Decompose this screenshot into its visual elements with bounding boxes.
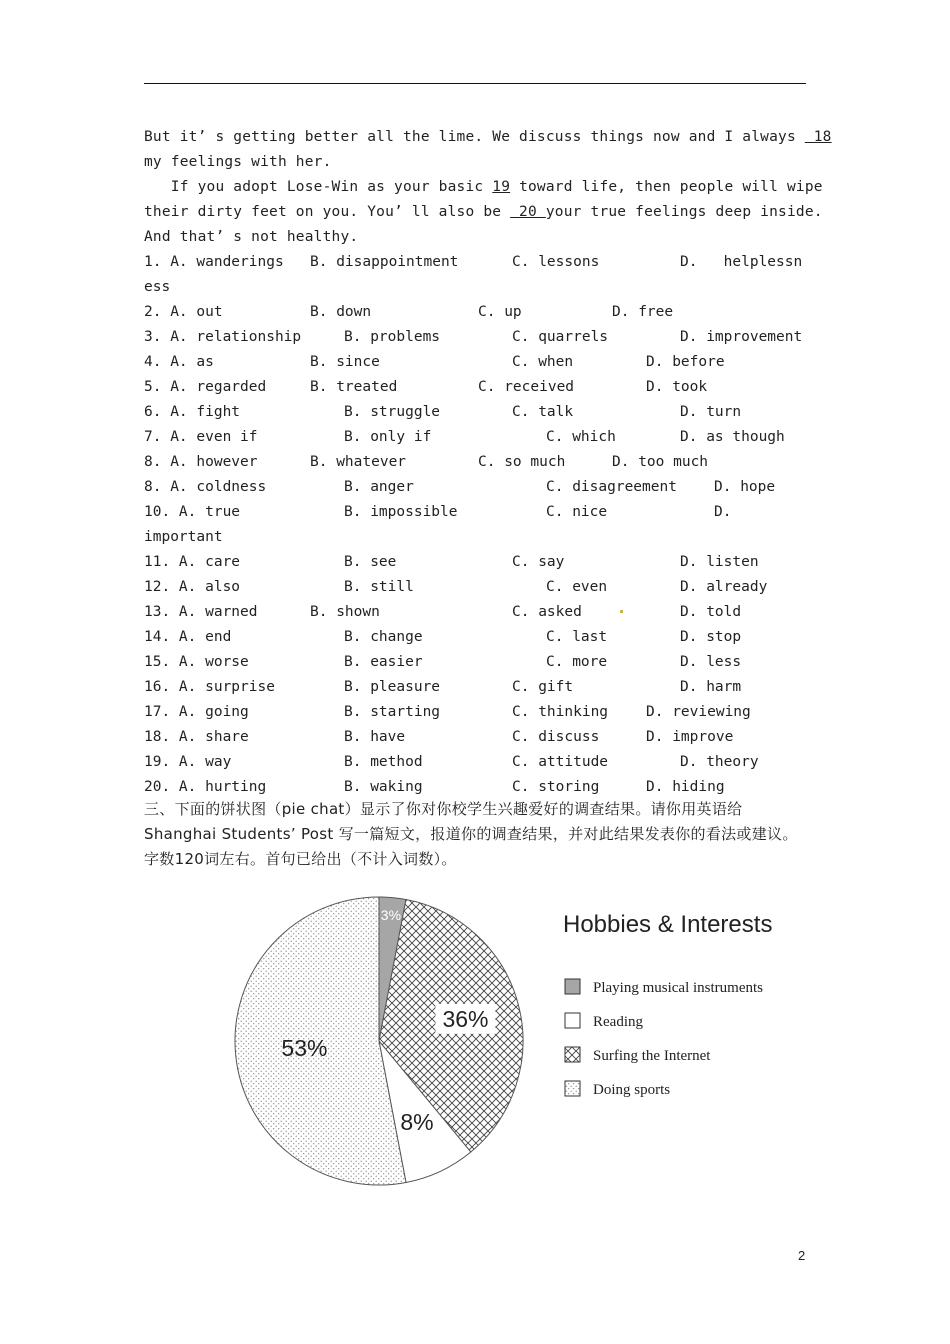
option-b: B. waking	[344, 779, 423, 795]
page-number: 2	[798, 1248, 806, 1263]
option-a: 8. A. coldness	[144, 479, 267, 495]
option-b: B. change	[344, 629, 423, 645]
slice-label: 36%	[442, 1005, 489, 1032]
option-d: D. took	[646, 379, 708, 395]
chart-title: Hobbies & Interests	[563, 911, 773, 938]
option-a: 5. A. regarded	[144, 379, 267, 395]
option-a: 13. A. warned	[144, 604, 258, 620]
option-c: C. say	[512, 554, 565, 570]
option-a: 14. A. end	[144, 629, 232, 645]
option-d: D. stop	[680, 629, 742, 645]
option-b: B. easier	[344, 654, 423, 670]
option-a: 7. A. even if	[144, 429, 258, 445]
option-a: 10. A. true	[144, 504, 241, 520]
option-d: D. turn	[680, 404, 742, 420]
option-d: D. listen	[680, 554, 759, 570]
blank-19: 19	[492, 179, 511, 195]
legend-label: Reading	[593, 1014, 643, 1030]
option-b: B. since	[310, 354, 380, 370]
option-d: D. told	[680, 604, 742, 620]
passage-line-5: And that’ s not healthy.	[144, 229, 359, 245]
passage-line-4: their dirty feet on you. You’ ll also be 20 your true feelings deep inside.	[144, 204, 823, 220]
option-b: B. starting	[344, 704, 441, 720]
option-b: B. still	[344, 579, 414, 595]
option-b: B. whatever	[310, 454, 407, 470]
legend-swatch	[565, 979, 580, 994]
option-b: B. problems	[344, 329, 441, 345]
option-c: C. thinking	[512, 704, 609, 720]
blank-18: 18	[804, 129, 832, 145]
option-d: D. harm	[680, 679, 742, 695]
option-continuation: important	[144, 529, 223, 545]
option-d: D. improve	[646, 729, 734, 745]
option-b: B. anger	[344, 479, 414, 495]
option-a: 17. A. going	[144, 704, 249, 720]
option-c: C. asked	[512, 604, 582, 620]
option-a: 3. A. relationship	[144, 329, 302, 345]
option-c: C. storing	[512, 779, 600, 795]
option-d: D. theory	[680, 754, 759, 770]
legend-label: Doing sports	[593, 1082, 671, 1098]
option-c: C. quarrels	[512, 329, 609, 345]
section3-line-1: 三、下面的饼状图（pie chat）显示了你对你校学生兴趣爱好的调查结果。请你用英语给	[144, 800, 743, 818]
option-c: C. so much	[478, 454, 566, 470]
option-d: D. before	[646, 354, 725, 370]
slice-label: 53%	[281, 1035, 328, 1062]
option-b: B. struggle	[344, 404, 441, 420]
option-b: B. only if	[344, 429, 432, 445]
option-d: D. as though	[680, 429, 785, 445]
section3-line-3: 字数120词左右。首句已给出（不计入词数）。	[144, 850, 457, 868]
option-continuation: ess	[144, 279, 171, 295]
option-c: C. which	[546, 429, 616, 445]
option-b: B. method	[344, 754, 423, 770]
option-a: 20. A. hurting	[144, 779, 267, 795]
option-d: D. already	[680, 579, 768, 595]
option-d: D. reviewing	[646, 704, 751, 720]
option-c: C. gift	[512, 679, 574, 695]
section3-line-2: Shanghai Students’ Post 写一篇短文，报道你的调查结果，并对此结果发表你的看法或建议。	[144, 825, 798, 843]
option-d: D. helplessn	[680, 254, 803, 270]
passage-line-3: If you adopt Lose-Win as your basic 19 toward life, then people will wipe	[144, 179, 823, 195]
option-a: 18. A. share	[144, 729, 249, 745]
option-d: D.	[714, 504, 732, 520]
option-d: D. hope	[714, 479, 776, 495]
option-d: D. free	[612, 304, 674, 320]
option-d: D. too much	[612, 454, 709, 470]
option-a: 8. A. however	[144, 454, 258, 470]
legend-swatch	[565, 1047, 580, 1062]
passage-line-1: But it’ s getting better all the lime. We discuss things now and I always 18	[144, 129, 832, 145]
option-c: C. talk	[512, 404, 574, 420]
option-a: 2. A. out	[144, 304, 223, 320]
option-b: B. see	[344, 554, 397, 570]
option-b: B. have	[344, 729, 406, 745]
option-c: C. when	[512, 354, 574, 370]
option-a: 6. A. fight	[144, 404, 241, 420]
option-c: C. discuss	[512, 729, 600, 745]
option-d: D. less	[680, 654, 742, 670]
option-c: C. even	[546, 579, 608, 595]
legend-label: Playing musical instruments	[593, 980, 763, 996]
option-c: C. up	[478, 304, 522, 320]
option-b: B. treated	[310, 379, 398, 395]
option-c: C. last	[546, 629, 608, 645]
slice-label: 8%	[400, 1108, 434, 1135]
option-c: C. nice	[546, 504, 608, 520]
option-c: C. disagreement	[546, 479, 677, 495]
option-a: 11. A. care	[144, 554, 241, 570]
option-a: 1. A. wanderings	[144, 254, 284, 270]
passage-line-2: my feelings with her.	[144, 154, 332, 170]
option-d: D. improvement	[680, 329, 803, 345]
option-b: B. disappointment	[310, 254, 459, 270]
option-a: 16. A. surprise	[144, 679, 275, 695]
legend-label: Surfing the Internet	[593, 1048, 711, 1064]
option-b: B. down	[310, 304, 372, 320]
option-b: B. impossible	[344, 504, 458, 520]
option-c: C. received	[478, 379, 575, 395]
option-c: C. attitude	[512, 754, 609, 770]
option-a: 15. A. worse	[144, 654, 249, 670]
hobbies-pie-chart	[220, 895, 820, 1195]
option-b: B. shown	[310, 604, 380, 620]
header-rule	[144, 83, 806, 84]
slice-label: 3%	[380, 906, 402, 923]
option-a: 4. A. as	[144, 354, 214, 370]
option-a: 12. A. also	[144, 579, 241, 595]
blank-20: 20	[510, 204, 546, 220]
legend-swatch	[565, 1081, 580, 1096]
option-c: C. more	[546, 654, 608, 670]
option-c: C. lessons	[512, 254, 600, 270]
stray-mark	[620, 610, 623, 613]
option-a: 19. A. way	[144, 754, 232, 770]
option-d: D. hiding	[646, 779, 725, 795]
option-b: B. pleasure	[344, 679, 441, 695]
legend-swatch	[565, 1013, 580, 1028]
